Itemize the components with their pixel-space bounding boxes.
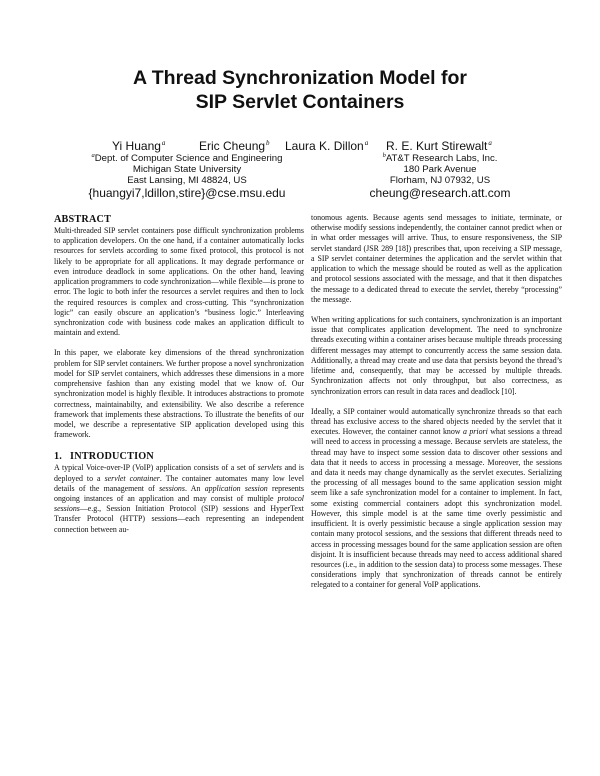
affiliation-msu-org: Michigan State University <box>132 164 242 175</box>
introduction-number: 1. <box>54 451 63 463</box>
left-column <box>54 213 304 535</box>
author-3-mark: a <box>364 139 369 147</box>
right-column <box>311 213 562 591</box>
author-4: R. E. Kurt Stirewalt$^a$ <box>386 139 492 153</box>
author-2-mark: b <box>266 139 270 147</box>
right-paragraph-3: Ideally, a SIP container would automatically synchronize threads so that each thread has exclusive access to the shared objects needed by the servlet that it executes. However, the container cannot know a priori what sessions a thread will need to access in processing a message. Because servlets are stateless, the thread may have to inspect some session data to discover other sessions and data that it needs to access in processing a message. Moreover, the sessions and data it needs may change dynamically as the servlet executes. Serializing the processing of all messages bound to the same application session might seem like a safe synchronization model for a container to implement. In fact, some existing commercial containers adopt this synchronization model. However, this simple model is at the same time overly pessimistic and insufficient. It is overly pessimistic because a single application session may contain many protocol sessions, and the sessions that different threads need to access in processing messages bound for the same application session are often disjoint. It is insufficient because threads may need to access additional shared resources (i.e., in addition to the session data) to process some messages. These considerations imply that synchronization of threads cannot be entirely relegated to a container for general VoIP applications. <box>311 406 562 590</box>
author-1: Yi Huang$^a$ <box>112 139 166 153</box>
author-3: Laura K. Dillon$^a$ <box>285 139 369 153</box>
abstract-paragraph-1: Multi-threaded SIP servlet containers pose difficult synchronization problems to application developers. On the one hand, if a container automatically locks resources for servlets according to some fixed protocol, this protocol is not likely to be appropriate for all applications. It may degrade performance or even introduce deadlock in some applications. On the other hand, leaving application programmers to code synchronization—while flexible—is prone to error. The logic to both infer the resources a servlet requires and then to lock the required resources is complex and cross-cutting. This “synchronization logic” can easily obscure an application’s “business logic.” Interleaving synchronization code with business code makes an application difficult to maintain and extend. <box>54 226 304 338</box>
abstract-paragraph-2: In this paper, we elaborate key dimensions of the thread synchronization problem for SIP servlet containers. We further propose a novel synchronization model for SIP servlet containers, which addresses these dimensions in a more comprehensive fashion than any existing model that we know of. Our synchronization model is highly flexible. It introduces abstractions to promote correctness, maintainabilty, and extensibility. We also describe a reference framework that implements these abstractions. To illustrate the benefits of our model, we describe a representative SIP application developed using this framework. <box>54 348 304 440</box>
affiliation-att <box>352 150 528 201</box>
right-paragraph-2: When writing applications for such containers, synchronization is an important issue that complicates application development. The need to synchronize threads executing within a container arises because multiple threads processing different messages may attempt to concurrently access the same session data. Additionally, a thread may create and use data that persists beyond the thread’s lifetime and, consequently, that may be accessed by multiple threads. Synchronization affects not only throughput, but also correctness, as synchronization errors can result in data races and deadlock [10]. <box>311 314 562 396</box>
affiliation-att-email: cheung@research.att.com <box>369 186 511 200</box>
title-line-1: A Thread Synchronization Model for <box>132 67 468 89</box>
affiliation-att-org: $^b$AT&T Research Labs, Inc. <box>382 152 498 164</box>
author-4-mark: a <box>488 139 492 147</box>
right-paragraph-1: tonomous agents. Because agents send messages to initiate, terminate, or otherwise modify sessions independently, the container cannot predict when or in what order messages will arrive. Thus, to ensure responsiveness, the SIP servlet standard (JSR 289 [18]) prescribes that, upon receiving a SIP message, a SIP servlet container determines the application and the servlet within that application to which the message should be routed as well as the application and protocol sessions associated with the message, and that it then dispatches the message to a dedicated thread to execute the servlet, thereby “processing” the message. <box>311 213 562 304</box>
affiliation-att-city: Florham, NJ 07932, US <box>389 175 491 186</box>
affiliation-msu-city: East Lansing, MI 48824, US <box>127 175 247 186</box>
affiliation-msu-dept: $^a$Dept. of Computer Science and Engineering <box>91 152 283 164</box>
author-2: Eric Cheung$^b$ <box>199 139 270 153</box>
affiliation-att-street: 180 Park Avenue <box>403 164 477 175</box>
introduction-title: INTRODUCTION <box>70 451 154 463</box>
title-line-2: SIP Servlet Containers <box>195 91 405 113</box>
introduction-paragraph-1: A typical Voice-over-IP (VoIP) application consists of a set of servlets and is deployed to a servlet container. The container automates many low level details of the management of sessions. An application session represents ongoing instances of an application and may consist of multiple protocol sessions—e.g., Session Initiation Protocol (SIP) sessions and HyperText Transfer Protocol (HTTP) sessions—each representing an independent connection between au- <box>54 463 305 534</box>
paper-title <box>0 66 600 114</box>
affiliation-msu-email: {huangyi7,ldillon,stire}@cse.msu.edu <box>88 186 286 200</box>
abstract-heading: ABSTRACT <box>54 214 112 225</box>
author-1-mark: a <box>161 139 166 147</box>
affiliation-msu <box>82 150 292 201</box>
introduction-heading <box>54 450 304 463</box>
